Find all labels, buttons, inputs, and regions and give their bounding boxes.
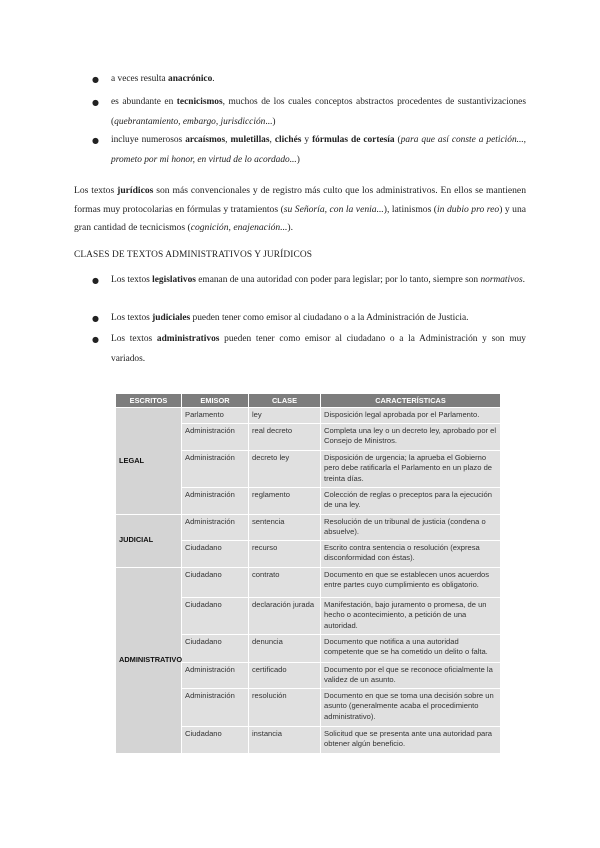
header-escritos: ESCRITOS	[116, 394, 182, 408]
caracteristicas-cell: Disposición legal aprobada por el Parlamento.	[321, 408, 501, 424]
caracteristicas-cell: Escrito contra sentencia o resolución (expresa disconformidad con éstas).	[321, 540, 501, 567]
bullet-text: a veces resulta anacrónico.	[111, 74, 215, 84]
clase-cell: recurso	[249, 540, 321, 567]
caracteristicas-cell: Completa una ley o un decreto ley, aprobado por el Consejo de Ministros.	[321, 423, 501, 450]
group-cell: LEGAL	[116, 408, 182, 515]
clase-cell: certificado	[249, 662, 321, 688]
bullet-text: Los textos judiciales pueden tener como emisor al ciudadano o a la Administración de Justicia.	[111, 313, 469, 323]
clase-cell: declaración jurada	[249, 597, 321, 634]
clase-cell: denuncia	[249, 634, 321, 662]
caracteristicas-cell: Solicitud que se presenta ante una autoridad para obtener algún beneficio.	[321, 726, 501, 753]
bullet-text: Los textos legislativos emanan de una autoridad con poder para legislar; por lo tanto, siempre son normativos.	[111, 275, 525, 285]
clase-cell: sentencia	[249, 514, 321, 540]
clase-cell: contrato	[249, 567, 321, 597]
group-cell: JUDICIAL	[116, 514, 182, 567]
table-body	[116, 408, 501, 754]
emisor-cell: Ciudadano	[182, 567, 249, 597]
caracteristicas-cell: Disposición de urgencia; la aprueba el Gobierno pero debe ratificarla el Parlamento en un plazo de treinta días.	[321, 450, 501, 487]
header-caracteristicas: CARACTERÍSTICAS	[321, 394, 501, 408]
caracteristicas-cell: Colección de reglas o preceptos para la ejecución de una ley.	[321, 487, 501, 514]
section-heading: CLASES DE TEXTOS ADMINISTRATIVOS Y JURÍDICOS	[74, 250, 313, 260]
emisor-cell: Administración	[182, 514, 249, 540]
bullet-icon: ●	[92, 98, 99, 107]
clase-cell: resolución	[249, 688, 321, 726]
emisor-cell: Administración	[182, 423, 249, 450]
caracteristicas-cell: Documento por el que se reconoce oficialmente la validez de un asunto.	[321, 662, 501, 688]
caracteristicas-cell: Documento que notifica a una autoridad competente que se ha cometido un delito o falta.	[321, 634, 501, 662]
text-types-table	[115, 393, 501, 754]
caracteristicas-cell: Manifestación, bajo juramento o promesa, de un hecho o acontecimiento, a petición de una autoridad.	[321, 597, 501, 634]
caracteristicas-cell: Documento en que se toma una decisión sobre un asunto (generalmente acaba el procedimiento administrativo).	[321, 688, 501, 726]
bullet-text: incluye numerosos arcaísmos, muletillas, clichés y fórmulas de cortesía (para que así conste a petición..., prometo por mi honor, en virtud de lo acordado...)	[111, 135, 527, 165]
clase-cell: ley	[249, 408, 321, 424]
emisor-cell: Administración	[182, 450, 249, 487]
header-clase: CLASE	[249, 394, 321, 408]
body-paragraph: Los textos jurídicos son más convencionales y de registro más culto que los administrativos. En ellos se mantienen formas muy protocolarias en fórmulas y tratamientos (su Señoría, con la venia...), latinismos (in dubio pro reo) y una gran cantidad de tecnicismos (cognición, enajenación...).	[74, 185, 527, 233]
bullet-icon: ●	[92, 335, 99, 344]
group-cell: ADMINISTRATIVO	[116, 567, 182, 753]
clase-cell: instancia	[249, 726, 321, 753]
table-row	[116, 514, 501, 540]
emisor-cell: Ciudadano	[182, 726, 249, 753]
clase-cell: real decreto	[249, 423, 321, 450]
clase-cell: decreto ley	[249, 450, 321, 487]
emisor-cell: Ciudadano	[182, 597, 249, 634]
emisor-cell: Administración	[182, 487, 249, 514]
emisor-cell: Administración	[182, 662, 249, 688]
bullet-text: Los textos administrativos pueden tener como emisor al ciudadano o a la Administración y son muy variados.	[111, 334, 526, 364]
clase-cell: reglamento	[249, 487, 321, 514]
table-row	[116, 567, 501, 597]
emisor-cell: Ciudadano	[182, 540, 249, 567]
bullet-icon: ●	[92, 314, 99, 323]
header-emisor: EMISOR	[182, 394, 249, 408]
emisor-cell: Administración	[182, 688, 249, 726]
emisor-cell: Ciudadano	[182, 634, 249, 662]
bullet-icon: ●	[92, 136, 99, 145]
caracteristicas-cell: Documento en que se establecen unos acuerdos entre partes cuyo cumplimiento es obligatorio.	[321, 567, 501, 597]
table-header-row	[116, 394, 501, 408]
bullet-icon: ●	[92, 276, 99, 285]
caracteristicas-cell: Resolución de un tribunal de justicia (condena o absuelve).	[321, 514, 501, 540]
table-row	[116, 408, 501, 424]
bullet-text: es abundante en tecnicismos, muchos de los cuales conceptos abstractos procedentes de sustantivizaciones (quebrantamiento, embargo, jurisdicción...)	[111, 97, 526, 127]
emisor-cell: Parlamento	[182, 408, 249, 424]
bullet-icon: ●	[92, 75, 99, 84]
